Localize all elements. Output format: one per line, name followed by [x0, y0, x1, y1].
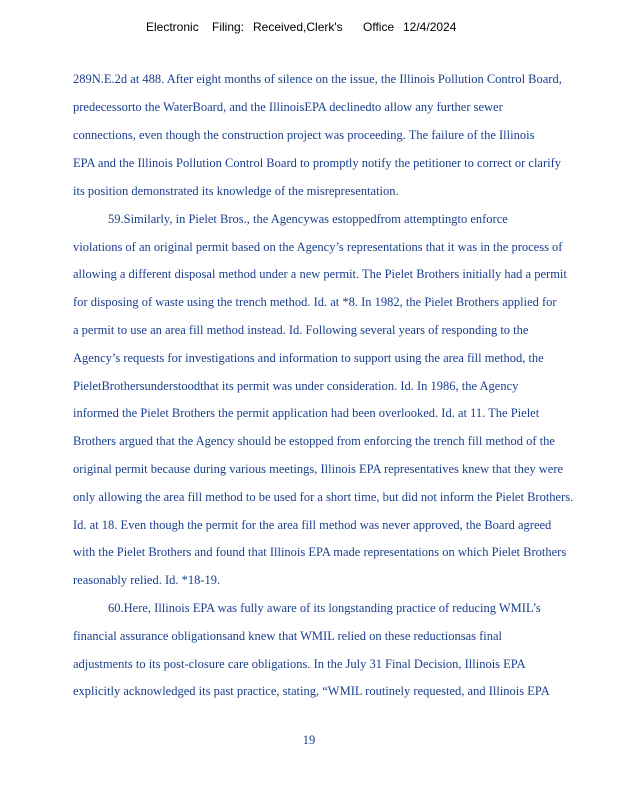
- text-line: adjustments to its post-closure care obligations. In the July 31 Final Decision, Illinois EPA: [73, 657, 526, 671]
- paragraph-60-start: 60.Here, Illinois EPA was fully aware of its longstanding practice of reducing WMIL’s: [108, 601, 541, 615]
- text-line: PieletBrothersunderstoodthat its permit was under consideration. Id. In 1986, the Agency: [73, 379, 519, 393]
- text-line: 289N.E.2d at 488. After eight months of silence on the issue, the Illinois Pollution Control Board,: [73, 72, 562, 86]
- text-line: only allowing the area fill method to be used for a short time, but did not inform the Pielet Brothers.: [73, 490, 574, 504]
- text-line: Agency’s requests for investigations and information to support using the area fill method, the: [73, 351, 544, 365]
- header-received: Received,Clerk's: [253, 20, 343, 34]
- text-line: informed the Pielet Brothers the permit application had been overlooked. Id. at 11. The Pielet: [73, 406, 540, 420]
- text-line: Brothers argued that the Agency should be estopped from enforcing the trench fill method of the: [73, 434, 555, 448]
- text-line: for disposing of waste using the trench method. Id. at *8. In 1982, the Pielet Brothers applied for: [73, 295, 557, 309]
- text-line: violations of an original permit based on the Agency’s representations that it was in the process of: [73, 240, 563, 254]
- header-electronic: Electronic: [146, 20, 199, 34]
- header-filing: Filing:: [212, 20, 245, 34]
- text-line: original permit because during various meetings, Illinois EPA representatives knew that they were: [73, 462, 564, 476]
- text-line: connections, even though the construction project was proceeding. The failure of the Illinois: [73, 128, 535, 142]
- header-date: 12/4/2024: [403, 20, 457, 34]
- text-line: with the Pielet Brothers and found that Illinois EPA made representations on which Pielet Brothers: [73, 545, 567, 559]
- text-line: EPA and the Illinois Pollution Control Board to promptly notify the petitioner to correct or clarify: [73, 156, 562, 170]
- text-line: a permit to use an area fill method instead. Id. Following several years of responding to the: [73, 323, 529, 337]
- text-line: its position demonstrated its knowledge of the misrepresentation.: [73, 184, 399, 198]
- text-line: explicitly acknowledged its past practice, stating, “WMIL routinely requested, and Illinois EPA: [73, 684, 550, 698]
- text-line: reasonably relied. Id. *18-19.: [73, 573, 221, 587]
- text-line: Id. at 18. Even though the permit for the area fill method was never approved, the Board agreed: [73, 518, 552, 532]
- text-line: allowing a different disposal method under a new permit. The Pielet Brothers initially had a permit: [73, 267, 567, 281]
- page-number: 19: [302, 733, 316, 747]
- paragraph-59-start: 59.Similarly, in Pielet Bros., the Agencywas estoppedfrom attemptingto enforce: [108, 212, 508, 226]
- header-office: Office: [363, 20, 395, 34]
- text-line: predecessorto the WaterBoard, and the IllinoisEPA declinedto allow any further sewer: [73, 100, 503, 114]
- text-line: financial assurance obligationsand knew that WMIL relied on these reductionsas final: [73, 629, 503, 643]
